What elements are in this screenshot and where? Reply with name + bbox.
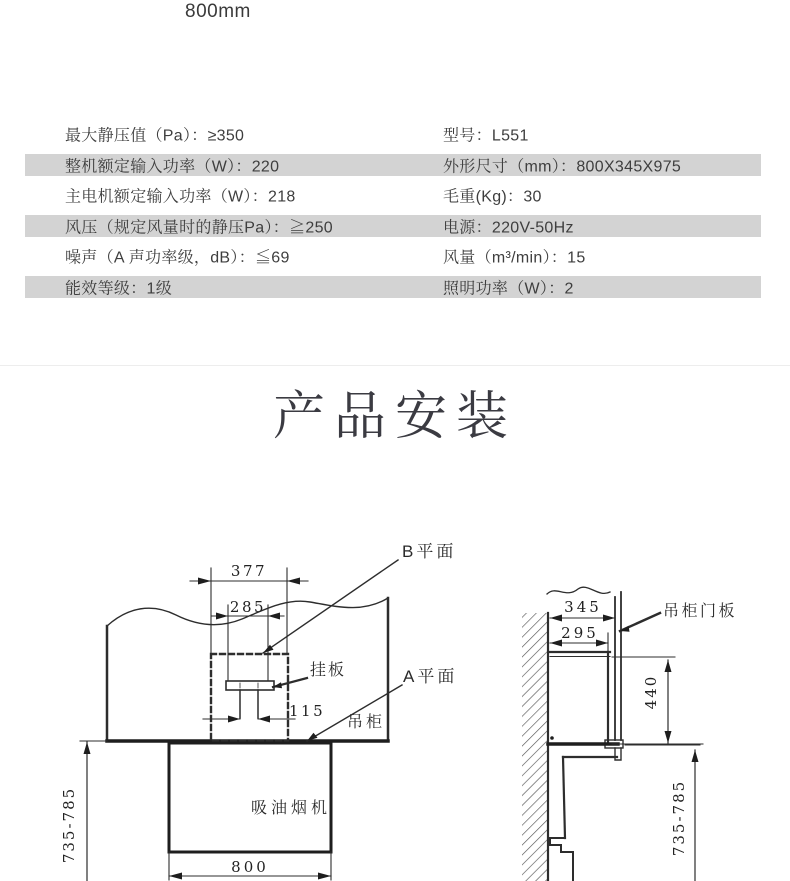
dim-295-label: 295: [561, 624, 599, 642]
spec-noise: 噪声（A 声功率级，dB）：≦69: [65, 249, 290, 267]
wavy-break-line: [547, 587, 610, 594]
wall-hatch: [522, 613, 548, 881]
arrow-icon: [603, 615, 615, 622]
hood-box: [169, 743, 331, 852]
spec-model: 型号：L551: [443, 127, 529, 145]
section-divider: [0, 365, 790, 366]
mounting-screws: [240, 690, 258, 718]
spec-row: [25, 211, 761, 242]
arrow-icon: [692, 750, 699, 762]
hanging-plate: [226, 681, 274, 690]
dim-800-label: 800: [231, 858, 269, 876]
arrow-icon: [287, 578, 300, 585]
dim-735-785-label: 735-785: [60, 786, 78, 864]
spec-row: [25, 241, 761, 272]
dim-115-label: 115: [289, 702, 326, 720]
spec-wind-pressure: 风压（规定风量时的静压Pa）：≧250: [65, 219, 333, 237]
arrow-icon: [258, 716, 270, 723]
spec-power-supply: 电源：220V-50Hz: [443, 219, 574, 237]
door-panel-label: 吊柜门板: [663, 603, 738, 620]
plate-label: 挂板: [310, 662, 347, 679]
top-width-label: 800mm: [185, 1, 251, 22]
cabinet-label: 吊柜: [347, 714, 386, 731]
arrow-icon: [665, 731, 672, 743]
arrow-icon: [268, 613, 280, 620]
arrow-icon: [169, 873, 182, 880]
front-view-diagram: [40, 535, 470, 881]
section-title: 产品安装: [272, 388, 517, 446]
spec-rated-input-power: 整机额定输入功率（W）：220: [65, 158, 280, 176]
dim-377-label: 377: [230, 562, 268, 580]
b-plane-label: B平面: [402, 542, 457, 561]
arrow-icon: [228, 716, 240, 723]
spec-max-static-pressure: 最大静压值（Pa）：≥350: [65, 127, 245, 145]
spec-gross-weight: 毛重(Kg)：30: [443, 188, 542, 206]
dim-735-785-label: 735-785: [670, 779, 688, 857]
dim-440-label: 440: [642, 674, 660, 710]
door-panel-stub: [615, 748, 621, 760]
a-plane-label: A平面: [403, 667, 458, 686]
arrow-icon: [84, 742, 91, 754]
dim-285-label: 285: [229, 598, 267, 616]
b-plane-dotted-rect: [211, 654, 288, 741]
arrow-icon: [198, 578, 211, 585]
dim-345-label: 345: [564, 598, 602, 616]
spec-table: [25, 119, 761, 302]
arrow-icon: [216, 613, 228, 620]
door-panel: [615, 592, 621, 740]
b-plane-leader: [263, 560, 398, 653]
side-view-diagram: [500, 540, 790, 881]
hood-bottom-bracket: [550, 838, 573, 881]
spec-row: [25, 150, 761, 181]
spec-dimensions: 外形尺寸（mm）：800X345X975: [443, 158, 682, 176]
arrow-icon: [318, 873, 331, 880]
arrow-icon: [665, 660, 672, 672]
spec-row: [25, 119, 761, 150]
hood-label: 吸油烟机: [250, 800, 332, 817]
weld-dot: [550, 736, 554, 740]
hood-back-edge: [563, 757, 565, 838]
arrow-icon: [550, 615, 562, 622]
spec-lighting-power: 照明功率（W）：2: [443, 280, 574, 298]
spec-motor-input-power: 主电机额定输入功率（W）：218: [65, 188, 296, 206]
spec-row: [25, 272, 761, 303]
spec-row: [25, 180, 761, 211]
spec-energy-rating: 能效等级：1级: [65, 280, 172, 298]
spec-air-volume: 风量（m³/min）：15: [443, 249, 586, 267]
